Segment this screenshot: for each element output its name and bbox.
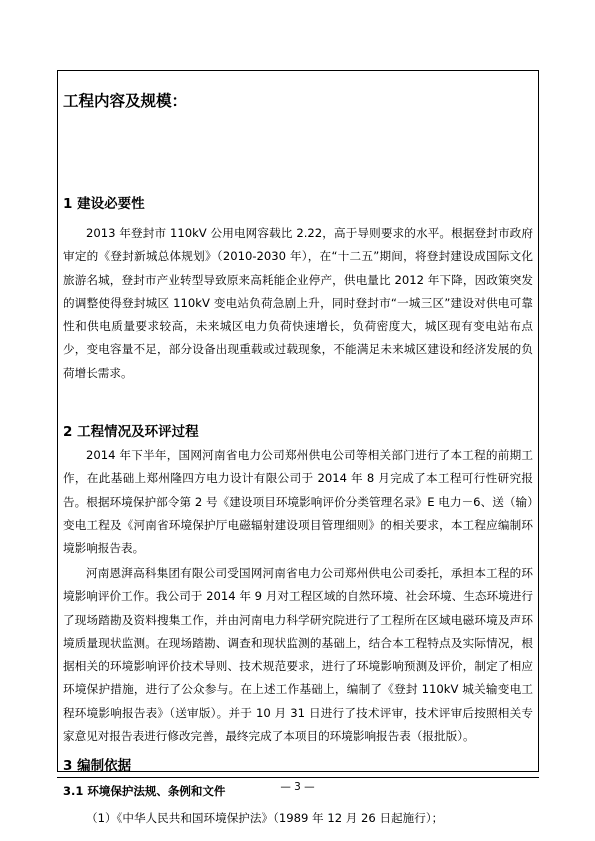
footer-divider	[57, 777, 539, 778]
paragraph-necessity: 2013 年登封市 110kV 公用电网容载比 2.22，高于导则要求的水平。根据登封市政府审定的《登封新城总体规划》（2010-2030 年），在“十二五”期间，将登封建设成国际文化旅游名城，登封市产业转型导致原来高耗能企业停产，供电量比 2012 年下降，因政策突发的调整使得登封城区 110kV 变电站负荷急剧上升，同时登封市“一城三区”建设对供电可靠性和供电质量要求较高，未来城区电力负荷快速增长，负荷密度大，城区现有变电站布点少，变电容量不足，部分设备出现重载或过载现象，不能满足未来城区建设和经济发展的负荷增长需求。	[63, 226, 533, 380]
page-number: — 3 —	[280, 781, 315, 793]
subsection-title-laws: 3.1 环境保护法规、条例和文件	[63, 784, 226, 798]
section-title-necessity: 1 建设必要性	[63, 196, 145, 212]
paragraph-process-2: 河南恩湃高科集团有限公司受国网河南省电力公司郑州供电公司委托，承担本工程的环境影响评价工作。我公司于 2014 年 9 月对工程区域的自然环境、社会环境、生态环境进行了现场踏勘及资料搜集工作，并由河南电力科学研究院进行了工程所在区域电磁环境及声环境质量现状监测。在现场踏勘、调查和现状监测的基础上，结合本工程特点及实际情况，根据相关的环境影响评价技术导则、技术规范要求，进行了环境影响预测及评价，制定了相应环境保护措施，进行了公众参与。在上述工作基础上，编制了《登封 110kV 城关输变电工程环境影响报告表》（送审版）。并于 10 月 31 日进行了技术评审，技术评审后按照相关专家意见对报告表进行修改完善，最终完成了本项目的环境影响报告表（报批版）。	[63, 566, 533, 744]
list-item: （1）《中华人民共和国环境保护法》（1989 年 12 月 26 日起施行）；	[86, 811, 444, 825]
section-title-process: 2 工程情况及环评过程	[63, 424, 199, 440]
paragraph-process-1: 2014 年下半年，国网河南省电力公司郑州供电公司等相关部门进行了本工程的前期工作，在此基础上郑州隆四方电力设计有限公司于 2014 年 8 月完成了本工程可行性研究报告。根据环境保护部令第 2 号《建设项目环境影响评价分类管理名录》E 电力－6、送（输）变电工程及《河南省环境保护厅电磁辐射建设项目管理细则》的相关要求，本工程应编制环境影响报告表。	[63, 448, 533, 556]
page-heading: 工程内容及规模：	[63, 92, 188, 110]
section-title-basis: 3 编制依据	[63, 758, 132, 774]
